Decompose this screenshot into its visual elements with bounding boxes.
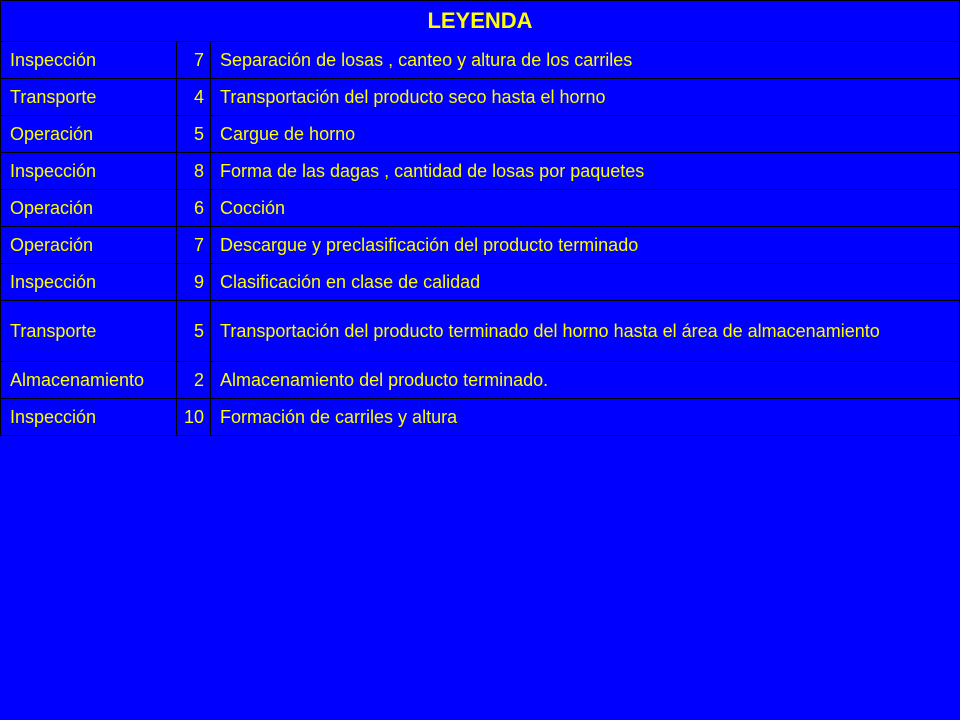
legend-type: Almacenamiento (1, 362, 177, 399)
legend-row (1, 264, 960, 301)
legend-number: 10 (177, 399, 211, 436)
legend-description: Transportación del producto seco hasta el horno (211, 79, 960, 116)
legend-type: Inspección (1, 153, 177, 190)
legend-title: LEYENDA (1, 1, 960, 42)
legend-row (1, 301, 960, 362)
legend-number: 5 (177, 301, 211, 362)
legend-type: Transporte (1, 79, 177, 116)
legend-type: Operación (1, 190, 177, 227)
legend-row (1, 190, 960, 227)
legend-row (1, 399, 960, 436)
legend-description: Transportación del producto terminado del horno hasta el área de almacenamiento (211, 301, 960, 362)
legend-row (1, 362, 960, 399)
legend-row (1, 42, 960, 79)
legend-description: Cargue de horno (211, 116, 960, 153)
legend-number: 7 (177, 227, 211, 264)
legend-description: Descargue y preclasificación del producto terminado (211, 227, 960, 264)
legend-type: Inspección (1, 264, 177, 301)
legend-description: Separación de losas , canteo y altura de los carriles (211, 42, 960, 79)
legend-type: Transporte (1, 301, 177, 362)
legend-row (1, 79, 960, 116)
legend-row (1, 227, 960, 264)
legend-description: Cocción (211, 190, 960, 227)
legend-description: Formación de carriles y altura (211, 399, 960, 436)
legend-description: Almacenamiento del producto terminado. (211, 362, 960, 399)
legend-number: 8 (177, 153, 211, 190)
legend-type: Inspección (1, 42, 177, 79)
legend-type: Operación (1, 116, 177, 153)
legend-description: Forma de las dagas , cantidad de losas por paquetes (211, 153, 960, 190)
legend-type: Operación (1, 227, 177, 264)
legend-row (1, 116, 960, 153)
legend-number: 6 (177, 190, 211, 227)
legend-type: Inspección (1, 399, 177, 436)
legend-number: 5 (177, 116, 211, 153)
legend-number: 4 (177, 79, 211, 116)
legend-number: 9 (177, 264, 211, 301)
legend-number: 7 (177, 42, 211, 79)
legend-description: Clasificación en clase de calidad (211, 264, 960, 301)
legend-row (1, 153, 960, 190)
legend-header-row (1, 1, 960, 42)
legend-number: 2 (177, 362, 211, 399)
